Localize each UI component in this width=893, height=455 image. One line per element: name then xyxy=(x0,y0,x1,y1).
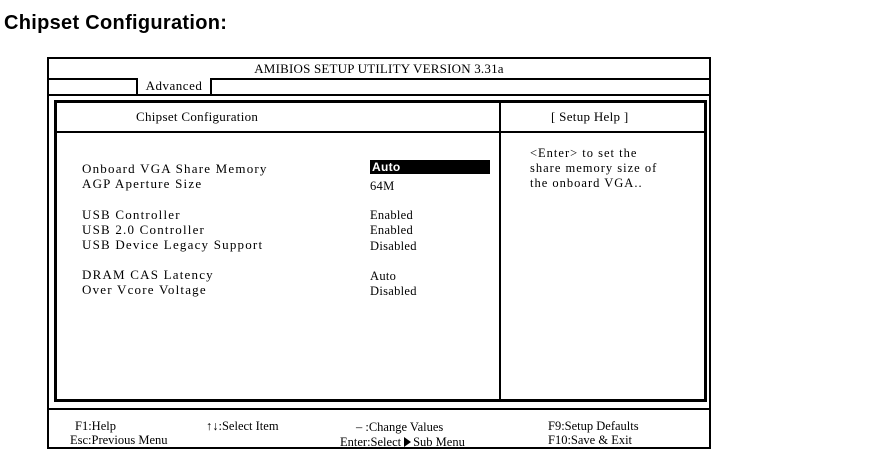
footer-setup-defaults-key: F9:Setup Defaults xyxy=(548,419,639,433)
help-text-line: share memory size of xyxy=(530,161,658,175)
option-label-usb-controller[interactable]: USB Controller xyxy=(82,207,181,222)
option-value-agp-aperture-size[interactable]: 64M xyxy=(370,179,395,193)
footer-previous-menu-key: Esc:Previous Menu xyxy=(70,433,168,447)
footer-enter-select-label: Enter:Select xyxy=(340,435,402,449)
option-label-over-vcore-voltage[interactable]: Over Vcore Voltage xyxy=(82,282,207,297)
option-label-usb-legacy-support[interactable]: USB Device Legacy Support xyxy=(82,237,264,252)
setup-help-title: [ Setup Help ] xyxy=(551,109,629,124)
footer-divider xyxy=(49,408,709,410)
footer-help-key: F1:Help xyxy=(75,419,116,433)
option-value-over-vcore-voltage[interactable]: Disabled xyxy=(370,284,417,298)
option-label-usb2-controller[interactable]: USB 2.0 Controller xyxy=(82,222,206,237)
options-pane xyxy=(57,103,499,399)
help-text-line: the onboard VGA.. xyxy=(530,176,643,190)
option-value-usb-legacy-support[interactable]: Disabled xyxy=(370,239,417,253)
option-value-dram-cas-latency[interactable]: Auto xyxy=(370,269,397,283)
setup-help-pane xyxy=(501,103,704,399)
option-label-dram-cas-latency[interactable]: DRAM CAS Latency xyxy=(82,267,214,282)
footer-save-exit-key: F10:Save & Exit xyxy=(548,433,633,447)
footer-select-item-key: ↑↓:Select Item xyxy=(206,419,279,433)
footer-change-values-key: – :Change Values xyxy=(356,420,444,434)
options-pane-title: Chipset Configuration xyxy=(136,109,259,124)
main-panel xyxy=(54,100,707,402)
bios-title: AMIBIOS SETUP UTILITY VERSION 3.31a xyxy=(49,59,709,80)
help-text-line: <Enter> to set the xyxy=(530,146,638,160)
option-label-vga-share-memory[interactable]: Onboard VGA Share Memory xyxy=(82,161,268,176)
tab-advanced[interactable]: Advanced xyxy=(136,78,212,94)
tab-divider xyxy=(49,94,709,96)
footer-enter-select xyxy=(340,435,465,449)
option-value-usb-controller[interactable]: Enabled xyxy=(370,208,414,222)
page-heading: Chipset Configuration: xyxy=(4,12,228,34)
option-value-usb2-controller[interactable]: Enabled xyxy=(370,223,414,237)
option-label-agp-aperture-size[interactable]: AGP Aperture Size xyxy=(82,176,203,191)
bios-setup-window xyxy=(47,57,711,449)
submenu-arrow-icon xyxy=(404,437,411,447)
option-value-vga-share-memory[interactable]: Auto xyxy=(370,160,490,174)
footer-sub-menu-label: Sub Menu xyxy=(413,435,465,449)
